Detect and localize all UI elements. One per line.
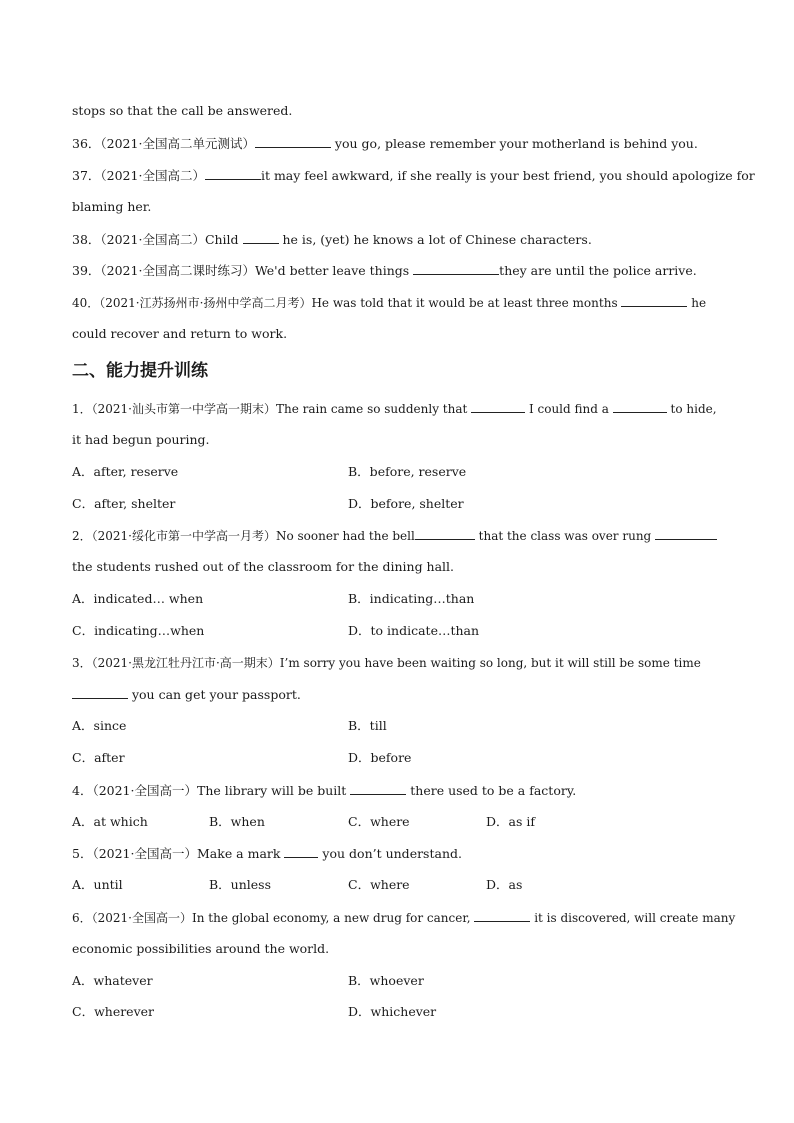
section-heading: 二、能力提升训练 — [72, 361, 208, 381]
option-b[interactable]: B．till — [348, 718, 387, 733]
option-a[interactable]: A．whatever — [72, 973, 153, 988]
answer-blank[interactable] — [284, 845, 318, 858]
question-37-line2 — [72, 199, 722, 215]
question-text: it is discovered, will create many — [530, 911, 736, 925]
option-d[interactable]: D．as — [486, 877, 523, 892]
answer-blank[interactable] — [621, 294, 687, 307]
question-text: 6．（2021·全国高一）In the global economy, a new drug for cancer, — [72, 911, 475, 925]
option-d[interactable]: D．before — [348, 750, 412, 765]
question-text: I could find a — [525, 402, 613, 416]
option-a[interactable]: A．until — [72, 877, 123, 892]
question-1 — [72, 400, 722, 417]
answer-blank[interactable] — [255, 135, 331, 148]
question-text: economic possibilities around the world. — [72, 941, 330, 956]
option-a[interactable]: A．after, reserve — [72, 464, 179, 479]
continuation-line — [72, 103, 722, 119]
option-c[interactable]: C．indicating…when — [72, 623, 205, 638]
option-d[interactable]: D．as if — [486, 814, 535, 829]
answer-blank[interactable] — [243, 231, 279, 244]
question-text: it had begun pouring. — [72, 432, 210, 447]
question-text: he is, (yet) he knows a lot of Chinese characters. — [278, 232, 592, 247]
question-3 — [72, 655, 722, 671]
answer-blank[interactable] — [474, 909, 530, 922]
option-c[interactable]: C．wherever — [72, 1004, 155, 1019]
question-37 — [72, 167, 755, 184]
option-d[interactable]: D．to indicate…than — [348, 623, 480, 638]
question-5 — [72, 845, 722, 862]
question-text: the students rushed out of the classroom for the dining hall. — [72, 559, 455, 574]
option-c[interactable]: C．where — [348, 814, 410, 829]
answer-blank[interactable] — [72, 686, 128, 699]
question-text: 3．（2021·黑龙江牡丹江市·高一期末）I’m sorry you have been waiting so long, but it will still be some time — [72, 656, 701, 670]
option-a[interactable]: A．indicated… when — [72, 591, 204, 606]
question-text: they are until the police arrive. — [499, 263, 697, 278]
question-4 — [72, 782, 722, 799]
question-text: stops so that the call be answered. — [72, 103, 293, 118]
question-text: 1．（2021·汕头市第一中学高一期末）The rain came so suddenly that — [72, 402, 472, 416]
question-text: he — [687, 296, 707, 310]
option-b[interactable]: B．before, reserve — [348, 464, 467, 479]
question-text: 37．（2021·全国高二） — [72, 168, 205, 183]
answer-blank[interactable] — [655, 527, 717, 540]
question-text: 39．（2021·全国高二课时练习）We'd better leave things — [72, 263, 414, 278]
option-d[interactable]: D．before, shelter — [348, 496, 464, 511]
question-1-line2 — [72, 432, 722, 448]
question-38 — [72, 231, 722, 248]
question-40-line2 — [72, 326, 722, 342]
option-c[interactable]: C．after — [72, 750, 125, 765]
option-c[interactable]: C．where — [348, 877, 410, 892]
question-text: 2．（2021·绥化市第一中学高一月考）No sooner had the bell — [72, 529, 415, 543]
question-6 — [72, 909, 736, 926]
option-b[interactable]: B．indicating…than — [348, 591, 475, 606]
question-text: blaming her. — [72, 199, 152, 214]
answer-blank[interactable] — [350, 782, 406, 795]
question-text: 40．（2021·江苏扬州市·扬州中学高二月考）He was told that it would be at least three months — [72, 296, 622, 310]
option-b[interactable]: B．whoever — [348, 973, 424, 988]
question-text: 36．（2021·全国高二单元测试） — [72, 136, 255, 151]
question-text: you don’t understand. — [318, 846, 462, 861]
answer-blank[interactable] — [613, 400, 667, 413]
question-text: it may feel awkward, if she really is your best friend, you should apologize for — [260, 168, 755, 183]
question-36 — [72, 135, 722, 152]
question-6-line2 — [72, 941, 722, 957]
question-3-line2 — [72, 686, 722, 703]
option-b[interactable]: B．unless — [209, 877, 272, 892]
option-c[interactable]: C．after, shelter — [72, 496, 176, 511]
question-text: 5．（2021·全国高一）Make a mark — [72, 846, 285, 861]
option-a[interactable]: A．at which — [72, 814, 148, 829]
option-d[interactable]: D．whichever — [348, 1004, 437, 1019]
option-b[interactable]: B．when — [209, 814, 265, 829]
question-text: there used to be a factory. — [406, 783, 577, 798]
question-text: 38．（2021·全国高二）Child — [72, 232, 243, 247]
question-2 — [72, 527, 722, 544]
question-text: you go, please remember your motherland is behind you. — [330, 136, 698, 151]
question-text: 4．（2021·全国高一）The library will be built — [72, 783, 351, 798]
question-text: that the class was over rung — [474, 529, 656, 543]
question-text: to hide, — [666, 402, 717, 416]
question-text: you can get your passport. — [128, 687, 301, 702]
answer-blank[interactable] — [415, 527, 475, 540]
option-a[interactable]: A．since — [72, 718, 127, 733]
question-39 — [72, 262, 722, 279]
question-2-line2 — [72, 559, 722, 575]
answer-blank[interactable] — [205, 167, 261, 180]
answer-blank[interactable] — [413, 262, 499, 275]
question-40 — [72, 294, 722, 311]
answer-blank[interactable] — [471, 400, 525, 413]
question-text: could recover and return to work. — [72, 326, 288, 341]
